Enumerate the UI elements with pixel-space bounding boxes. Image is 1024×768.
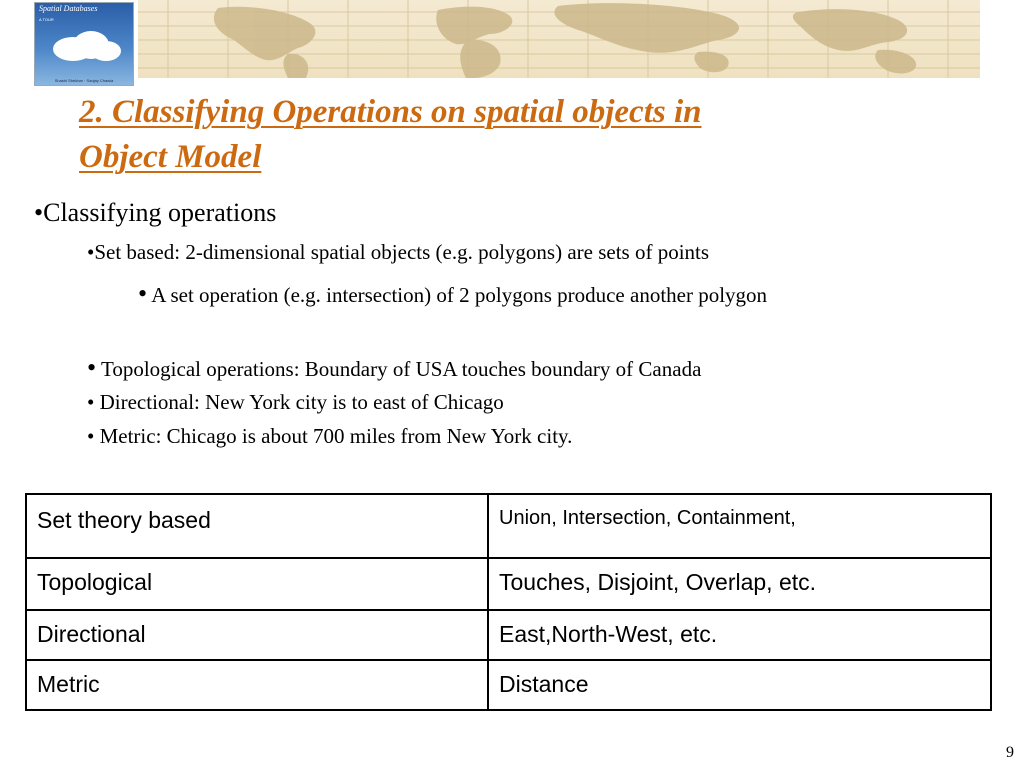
bullet-text: A set operation (e.g. intersection) of 2 polygons produce another polygon [147,283,768,307]
bullet-set-based: •Set based: 2-dimensional spatial objects (e.g. polygons) are sets of points [87,240,710,264]
bullet-text: Topological operations: Boundary of USA touches boundary of Canada [96,357,702,381]
bullet-dot: • [87,353,97,382]
book-title: Spatial Databases [39,4,98,13]
table-cell-category: Set theory based [26,494,488,558]
table-cell-operations: East,North-West, etc. [488,610,991,660]
page-number: 9 [1006,744,1014,761]
title-line-2: Object Model [79,139,262,175]
table-row [26,660,991,710]
table-cell-category: Metric [26,660,488,710]
cloud-shape [91,41,121,61]
world-map-banner [138,0,980,78]
bullet-directional: • Directional: New York city is to east of Chicago [87,390,504,414]
table-cell-category: Topological [26,558,488,610]
table-cell-operations: Touches, Disjoint, Overlap, etc. [488,558,991,610]
operations-table [25,493,992,711]
book-cover-image [34,2,134,86]
table-cell-operations: Distance [488,660,991,710]
bullet-topological [87,353,701,383]
book-authors: Shashi Shekhar · Sanjay Chawla [54,78,114,83]
world-map-graphic [138,0,980,78]
book-subtitle: A TOUR [39,17,54,22]
table-row [26,494,991,558]
slide-title [79,90,859,180]
table-row [26,558,991,610]
bullet-metric: • Metric: Chicago is about 700 miles from New York city. [87,424,573,448]
bullet-classifying-operations: •Classifying operations [34,198,277,227]
table-row [26,610,991,660]
table-cell-category: Directional [26,610,488,660]
title-line-1: 2. Classifying Operations on spatial objects in [79,94,702,130]
bullet-dot: • [138,279,148,308]
table-cell-operations: Union, Intersection, Containment, [488,494,991,558]
bullet-set-operation [138,277,908,312]
